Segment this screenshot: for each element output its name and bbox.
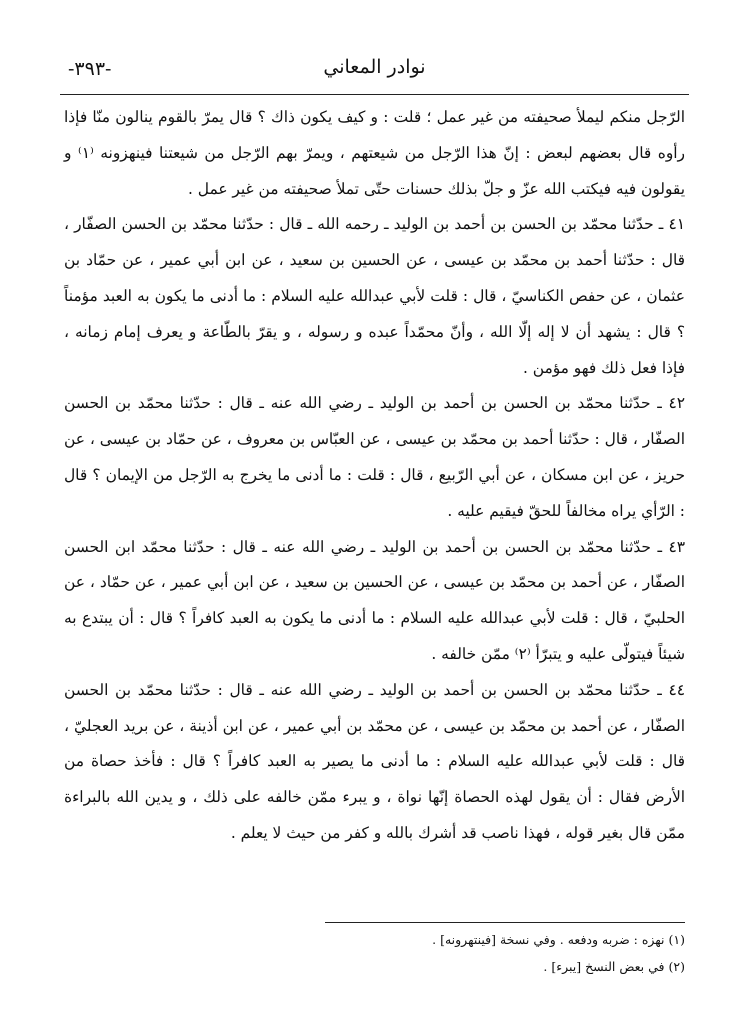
page-header — [60, 52, 689, 92]
paragraph-continuation: الرّجل منكم ليملأ صحيفته من غير عمل ؛ قلت : و كيف يكون ذاك ؟ قال يمرّ بالقوم ينالون منّا فإذا رأوه قال بعضهم لبعض : إنّ هذا الرّجل من شيعتهم ، ويمرّ بهم الرّجل من شيعتنا فينهزونه ⁽١⁾ و يقولون فيه فيكتب الله عزّ و جلّ بذلك حسنات حتّى تملأ صحيفته من غير عمل . — [64, 108, 685, 198]
footnote-2: (٢) في بعض النسخ [يبرء] . — [543, 959, 685, 974]
header-rule — [60, 94, 689, 95]
page-number: -٣٩٣- — [68, 58, 112, 80]
hadith-43: ٤٣ ـ حدّثنا محمّد بن الحسن بن أحمد بن الوليد ـ رضي الله عنه ـ قال : حدّثنا محمّد ابن الحسن الصفّار ، عن أحمد بن محمّد بن عيسى ، عن الحسين بن سعيد ، عن ابن أبي عمير ، عن حمّاد ، عن الحلبيّ ، قال : قلت لأبي عبدالله عليه السلام : ما أدنى ما يكون به العبد كافراً ؟ قال : أن يبتدع به شيئاً فيتولّى عليه و يتبرّأ ⁽٢⁾ ممّن خالفه . — [64, 537, 685, 663]
page-body — [64, 100, 685, 852]
footnotes — [64, 926, 685, 980]
hadith-42: ٤٢ ـ حدّثنا محمّد بن الحسن بن أحمد بن الوليد ـ رضي الله عنه ـ قال : حدّثنا محمّد بن الحسن الصفّار ، قال : حدّثنا أحمد بن محمّد بن عيسى ، عن العبّاس بن معروف ، عن حمّاد بن عيسى ، عن حريز ، عن ابن مسكان ، عن أبي الرّبيع ، قال : قلت : ما أدنى ما يخرج به الرّجل من الإيمان ؟ قال : الرّأي يراه مخالفاً للحقّ فيقيم عليه . — [64, 394, 685, 520]
footnote-1: (١) نهزه : ضربه ودفعه . وفي نسخة [فينتهرونه] . — [432, 932, 685, 947]
hadith-41: ٤١ ـ حدّثنا محمّد بن الحسن بن أحمد بن الوليد ـ رحمه الله ـ قال : حدّثنا محمّد بن الحسن الصفّار ، قال : حدّثنا أحمد بن محمّد بن عيسى ، عن الحسين بن سعيد ، عن ابن أبي عمير ، عن حمّاد بن عثمان ، عن حفص الكناسيّ ، قال : قلت لأبي عبدالله عليه السلام : ما أدنى ما يكون به العبد مؤمناً ؟ قال : يشهد أن لا إله إلّا الله ، وأنّ محمّداً عبده و رسوله ، و يقرّ بالطّاعة و يعرف إمام زمانه ، فإذا فعل ذلك فهو مؤمن . — [64, 215, 685, 377]
running-title: نوادر المعاني — [323, 56, 426, 78]
footnote-rule — [325, 922, 685, 923]
hadith-44: ٤٤ ـ حدّثنا محمّد بن الحسن بن أحمد بن الوليد ـ رضي الله عنه ـ قال : حدّثنا محمّد بن الحسن الصفّار ، عن أحمد بن محمّد بن عيسى ، عن محمّد بن أبي عمير ، عن ابن أذينة ، عن بريد العجليّ ، قال : قلت لأبي عبدالله عليه السلام : ما أدنى ما يصير به العبد كافراً ؟ قال : فأخذ حصاة من الأرض فقال : أن يقول لهذه الحصاة إنّها نواة ، و يبرء ممّن خالفه على ذلك ، و يدين الله بالبراءة ممّن قال بغير قوله ، فهذا ناصب قد أشرك بالله و كفر من حيث لا يعلم . — [64, 680, 685, 842]
